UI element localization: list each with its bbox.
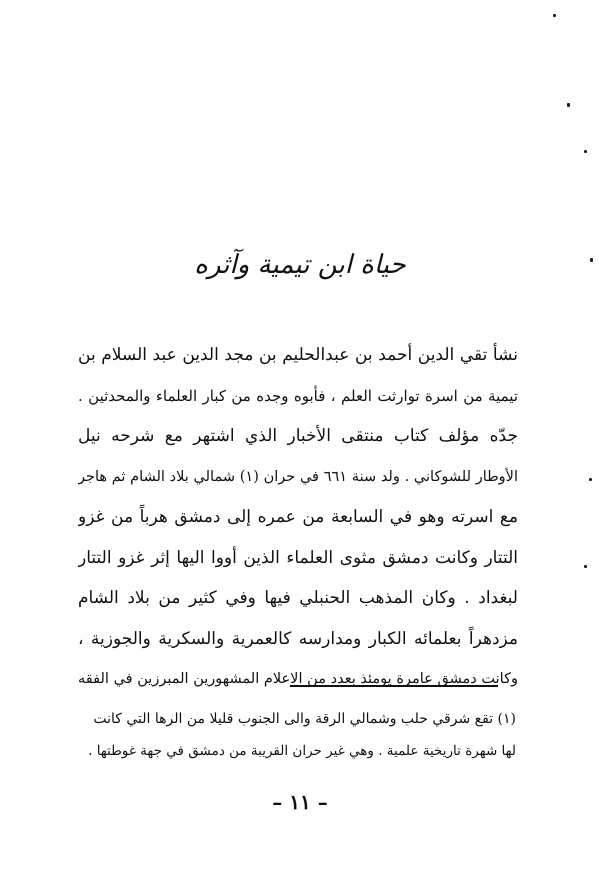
scan-speck [589,478,592,481]
scan-speck [553,14,556,17]
body-line: لبغداد . وكان المذهب الحنبلي فيها وفي كثير من بلاد الشام [78,588,518,608]
scan-speck [584,150,587,153]
body-line: مع اسرته وهو في السابعة من عمره إلى دمشق هرباً من غزو [78,507,518,527]
body-line: وكانت دمشق عامرة يومئذ بعدد من الاعلام المشهورين المبرزين في الفقه [78,671,518,687]
scan-speck [567,103,570,107]
chapter-title: حياة ابن تيمية وآثره [194,250,406,280]
body-line: نشأ تقي الدين أحمد بن عبدالحليم بن مجد الدين عبد السلام بن [78,345,518,365]
body-line: جدّه مؤلف كتاب منتقى الأخبار الذي اشتهر مع شرحه نيل [78,426,518,446]
footnote [86,703,516,767]
body-line: التتار وكانت دمشق مثوى العلماء الذين أووا اليها إثر غزو التتار [78,547,518,568]
footnote-line: (١) تقع شرقي حلب وشمالي الرقة والى الجنوب قليلا من الرها التي كانت [93,711,516,727]
body-line: الأوطار للشوكاني . ولد سنة ٦٦١ في حران (١) شمالي بلاد الشام ثم هاجر [78,468,518,485]
scan-speck [584,565,587,568]
body-paragraph [78,335,518,700]
body-line: تيمية من اسرة توارثت العلم ، فأبوه وجده من كبار العلماء والمحدثين . [78,386,518,405]
page-number: – ١١ – [272,790,328,814]
footnote-line: لها شهرة تاريخية علمية . وهي غير حران القريبة من دمشق في جهة غوطتها . [88,743,516,759]
footnote-separator [290,685,498,687]
body-line: مزدهراً بعلمائه الكبار ومدارسه كالعمرية والسكرية والجوزية ، [78,628,518,649]
scan-speck [590,258,593,262]
